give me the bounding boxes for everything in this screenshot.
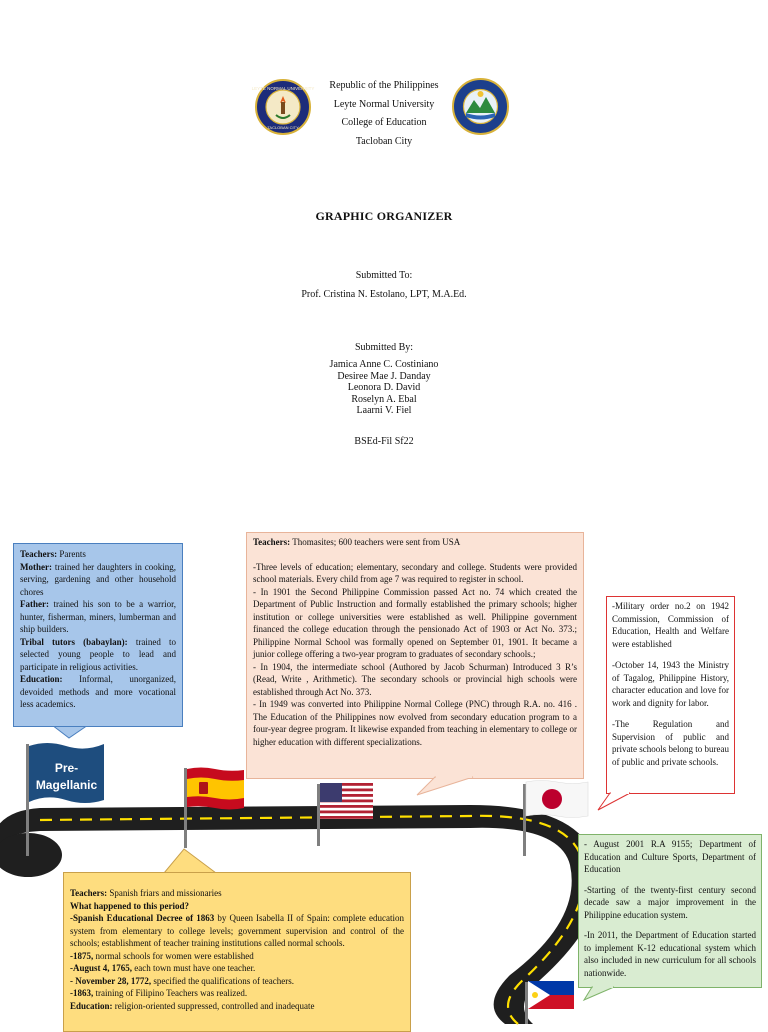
- label: -1863,: [70, 988, 94, 998]
- paragraph: -October 14, 1943 the Ministry of Tagalog, Philippine History, character education and love for work and dignity for labor.: [612, 660, 729, 708]
- header-line: Leyte Normal University: [333, 98, 435, 110]
- callout-pointer: [50, 725, 90, 739]
- submitted-to-label: Submitted To:: [355, 270, 413, 281]
- submitted-by-label: Submitted By:: [354, 342, 414, 353]
- paragraph: - In 1901 the Second Philippine Commission passed Act no. 74 which created the Department of Public Instruction and formally established the primary schools; higher institution or college universities were established as well. Philippine government financed the college education through the pensionado Act of 1903 or Act No. 373.; Philippine Normal School was formally opened on September 01, 1901. It became a junior college offering a two-year program to graduates of secondary schools.;: [253, 586, 577, 659]
- label: - November 28, 1772,: [70, 975, 152, 986]
- paragraph: - August 2001 R.A 9155; Department of Education and Culture Sports, Department of Education: [584, 839, 756, 874]
- header-line: Tacloban City: [355, 135, 413, 147]
- text: normal schools for women were established: [93, 950, 254, 961]
- label: Teachers:: [20, 549, 58, 559]
- philippine-period-box: [578, 834, 762, 988]
- header-line: College of Education: [341, 117, 427, 128]
- institution-header: [0, 77, 768, 151]
- american-period-box: [246, 532, 584, 779]
- spanish-period-box: [63, 872, 411, 1032]
- paragraph: -Military order no.2 on 1942 Commission, Commission of Education, Health and Welfare were established: [612, 601, 729, 649]
- text: Thomasites; 600 teachers were sent from USA: [290, 537, 461, 547]
- text: trained her daughters in cooking, serving, gardening and other household chores: [20, 561, 176, 597]
- label: Education:: [20, 674, 63, 684]
- philippine-flag-icon: [528, 981, 574, 1009]
- paragraph: -Starting of the twenty-first century second decade saw a major improvement in the Philippine education system.: [584, 884, 756, 920]
- flag-label-line: Magellanic: [35, 778, 98, 792]
- paragraph: - In 1904, the intermediate school (Authored by Jacob Schurman) Introduced 3 R’s (Read, Write , Arithmetic). The secondary schools or provincial high schools were established through Act No. 373.: [253, 661, 577, 697]
- submitter-name: Roselyn A. Ebal: [351, 393, 417, 405]
- paragraph: -The Regulation and Supervision of public and private schools belong to bureau of public and private schools.: [612, 719, 729, 767]
- text: Spanish friars and missionaries: [107, 888, 222, 898]
- label: Education:: [70, 1000, 113, 1011]
- pre-magellanic-box: [13, 543, 183, 727]
- text: training of Filipino Teachers was realized.: [93, 988, 248, 998]
- pre-magellanic-flag-label: [29, 760, 104, 794]
- text: by Queen Isabella II of Spain: complete education system from elementary to college levels; government supervision and control of the schools; establishment of teacher training institutions called normal schools.: [70, 913, 404, 948]
- paragraph: -In 2011, the Department of Education started to implement K-12 educational system which also included in new curriculum for all schools nationwide.: [584, 930, 756, 978]
- text: specified the qualifications of teachers.: [151, 975, 295, 986]
- svg-text:TACLOBAN CITY: TACLOBAN CITY: [267, 125, 299, 130]
- spain-flag-icon: [187, 767, 244, 811]
- text: Informal, unorganized, devoided methods and more vocational less academics.: [20, 674, 176, 709]
- paragraph: -Three levels of education; elementary, secondary and college. Students were provided school materials. Every child from age 7 was required to register in school.: [253, 561, 577, 584]
- text: each town must have one teacher.: [132, 963, 256, 973]
- text: religion-oriented suppressed, controlled and inadequate: [112, 1000, 315, 1011]
- submitter-name: Jamica Anne C. Costiniano: [329, 359, 439, 370]
- header-line: Republic of the Philippines: [329, 80, 439, 91]
- label: Teachers:: [70, 888, 108, 898]
- question: What happened to this period?: [70, 900, 190, 911]
- submitted-by-block: [0, 341, 768, 417]
- document-title: GRAPHIC ORGANIZER: [315, 209, 453, 223]
- label: Mother:: [20, 561, 52, 572]
- road-start: [0, 833, 62, 877]
- japanese-period-box: [606, 596, 735, 794]
- label: -August 4, 1765,: [70, 963, 133, 973]
- label: Tribal tutors (babaylan):: [20, 636, 128, 647]
- callout-pointer: [160, 848, 220, 874]
- callout-pointer: [415, 777, 475, 797]
- japan-flag-icon: [526, 780, 588, 818]
- flag-label-line: Pre-: [54, 761, 79, 775]
- label: Teachers:: [253, 537, 291, 547]
- usa-flag-icon: [320, 783, 373, 819]
- text: trained his son to be a warrior, hunter, fisherman, miners, lumberman and ship builders.: [20, 599, 176, 634]
- paragraph: - In 1949 was converted into Philippine Normal College (PNC) through R.A. no. 416 . The Education of the Philippines now evolved from secondary education program to a four-year degree program. It likewise expanded from teaching in elementary to college or higher education with different specializations.: [253, 699, 577, 747]
- label: Father:: [20, 599, 49, 609]
- section-label: BSEd-Fil Sf22: [354, 436, 414, 447]
- callout-pointer: [596, 792, 636, 812]
- submitter-name: Leonora D. David: [347, 382, 421, 393]
- text: Parents: [57, 549, 86, 559]
- callout-pointer: [580, 986, 620, 1002]
- label: -Spanish Educational Decree of 1863: [70, 913, 215, 923]
- svg-text:LEYTE NORMAL UNIVERSITY: LEYTE NORMAL UNIVERSITY: [251, 86, 315, 91]
- label: -1875,: [70, 950, 94, 961]
- submitter-name: Laarni V. Fiel: [356, 405, 412, 416]
- submitter-name: Desiree Mae J. Danday: [337, 370, 431, 382]
- text: trained to selected young people to lead and participate in religious activities.: [20, 636, 176, 672]
- submitted-to-block: [0, 266, 768, 304]
- submitted-to-name: Prof. Cristina N. Estolano, LPT, M.A.Ed.: [301, 289, 467, 300]
